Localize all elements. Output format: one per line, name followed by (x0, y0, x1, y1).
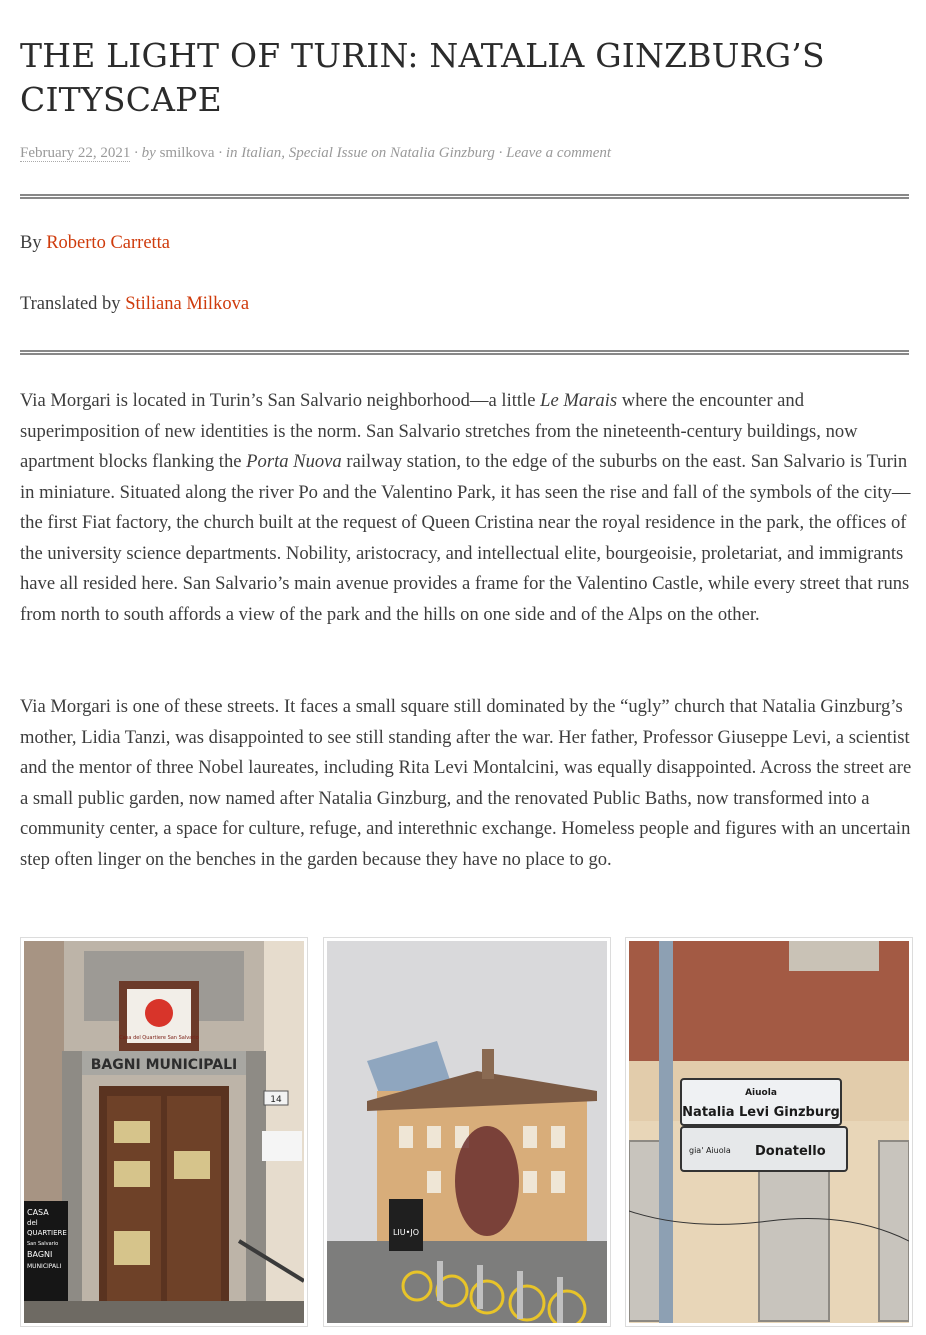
p1-text-a: Via Morgari is located in Turin’s San Salvario neighborhood—a little (20, 390, 541, 411)
category-link-italian[interactable]: Italian, (241, 145, 285, 161)
photo1-logo-text: Casa del Quartiere San Salvario (119, 1035, 199, 1041)
photo-street-bikes[interactable] (323, 937, 611, 1327)
post-author-link[interactable]: smilkova (159, 145, 215, 161)
photo1-board-line6: MUNICIPALI (27, 1263, 62, 1270)
photo3-sign-bottom-main: Donatello (755, 1144, 826, 1159)
photo1-board-line2: del (27, 1219, 38, 1227)
post-title: THE LIGHT OF TURIN: NATALIA GINZBURG’S CITYSCAPE (20, 36, 825, 119)
translator-credit-label: Translated by (20, 294, 126, 314)
photo1-sign-text: BAGNI MUNICIPALI (90, 1057, 238, 1073)
divider-top (20, 194, 909, 199)
meta-in-label: · in (218, 145, 238, 161)
photo1-number: 14 (270, 1095, 282, 1105)
meta-separator: · (498, 145, 503, 161)
author-name-link[interactable]: Roberto Carretta (46, 233, 171, 253)
post-meta (20, 145, 910, 162)
author-credit-label: By (20, 233, 47, 253)
leave-comment-link[interactable]: Leave a comment (506, 145, 612, 161)
p1-emphasis-le-marais: Le Marais (540, 390, 618, 411)
meta-by-label: · by (134, 145, 156, 161)
photo1-board-line1: CASA (27, 1208, 49, 1217)
photo1-board-line3: QUARTIERE (27, 1229, 67, 1237)
body-paragraph-2: Via Morgari is one of these streets. It faces a small square still dominated by the “ugly” church that Natalia Ginzburg’s mother, Lidia Tanzi, was disappointed to see still standing after the war. Her father, Professor Giuseppe Levi, a scientist and the mentor of three Nobel laureates, including Rita Levi Montalcini, was equally disappointed. Across the street are a small public garden, now named after Natalia Ginzburg, and the renovated Public Baths, now transformed into a community center, a space for culture, refuge, and interethnic exchange. Homeless people and figures with an uncertain step often linger on the benches in the garden because they have no place to go. (20, 696, 912, 870)
body-paragraph-1 (20, 386, 912, 630)
category-link-special-issue[interactable]: Special Issue on Natalia Ginzburg (288, 145, 495, 161)
photo1-board-line4: San Salvario (27, 1241, 59, 1247)
photo3-sign-bottom-small: gia' Aiuola (689, 1146, 731, 1155)
photo3-sign-top-small: Aiuola (745, 1088, 777, 1098)
post-date-link[interactable]: February 22, 2021 (20, 145, 131, 161)
photo2-billboard: LIU•JO (392, 1228, 420, 1237)
translator-name-link[interactable]: Stiliana Milkova (125, 294, 250, 314)
photo-bagni-municipali[interactable] (20, 937, 308, 1327)
photo-gallery (20, 937, 913, 1327)
author-credit (20, 233, 170, 254)
p1-emphasis-porta-nuova: Porta Nuova (246, 451, 342, 472)
photo3-sign-top-main: Natalia Levi Ginzburg (682, 1105, 840, 1120)
translator-credit (20, 294, 249, 315)
divider-bottom (20, 350, 909, 355)
photo1-board-line5: BAGNI (27, 1250, 53, 1259)
p1-text-c: railway station, to the edge of the suburbs on the east. San Salvario is Turin in miniature. Situated along the river Po and the Valentino Park, it has seen the rise and fall of the symbols of the city—the first Fiat factory, the church built at the request of Queen Cristina near the royal residence in the park, the offices of the university science departments. Nobility, aristocracy, and intellectual elite, bourgeoisie, proletariat, and immigrants have all resided here. San Salvario’s main avenue provides a frame for the Valentino Castle, while every street that runs from north to south affords a view of the park and the hills on one side and of the Alps on the other. (20, 451, 911, 625)
p1-text-b: where the encounter and superimposition of new identities is the norm. San Salvario stretches from the nineteenth-century buildings, now apartment blocks flanking the (20, 390, 858, 472)
photo-street-sign[interactable] (625, 937, 913, 1327)
